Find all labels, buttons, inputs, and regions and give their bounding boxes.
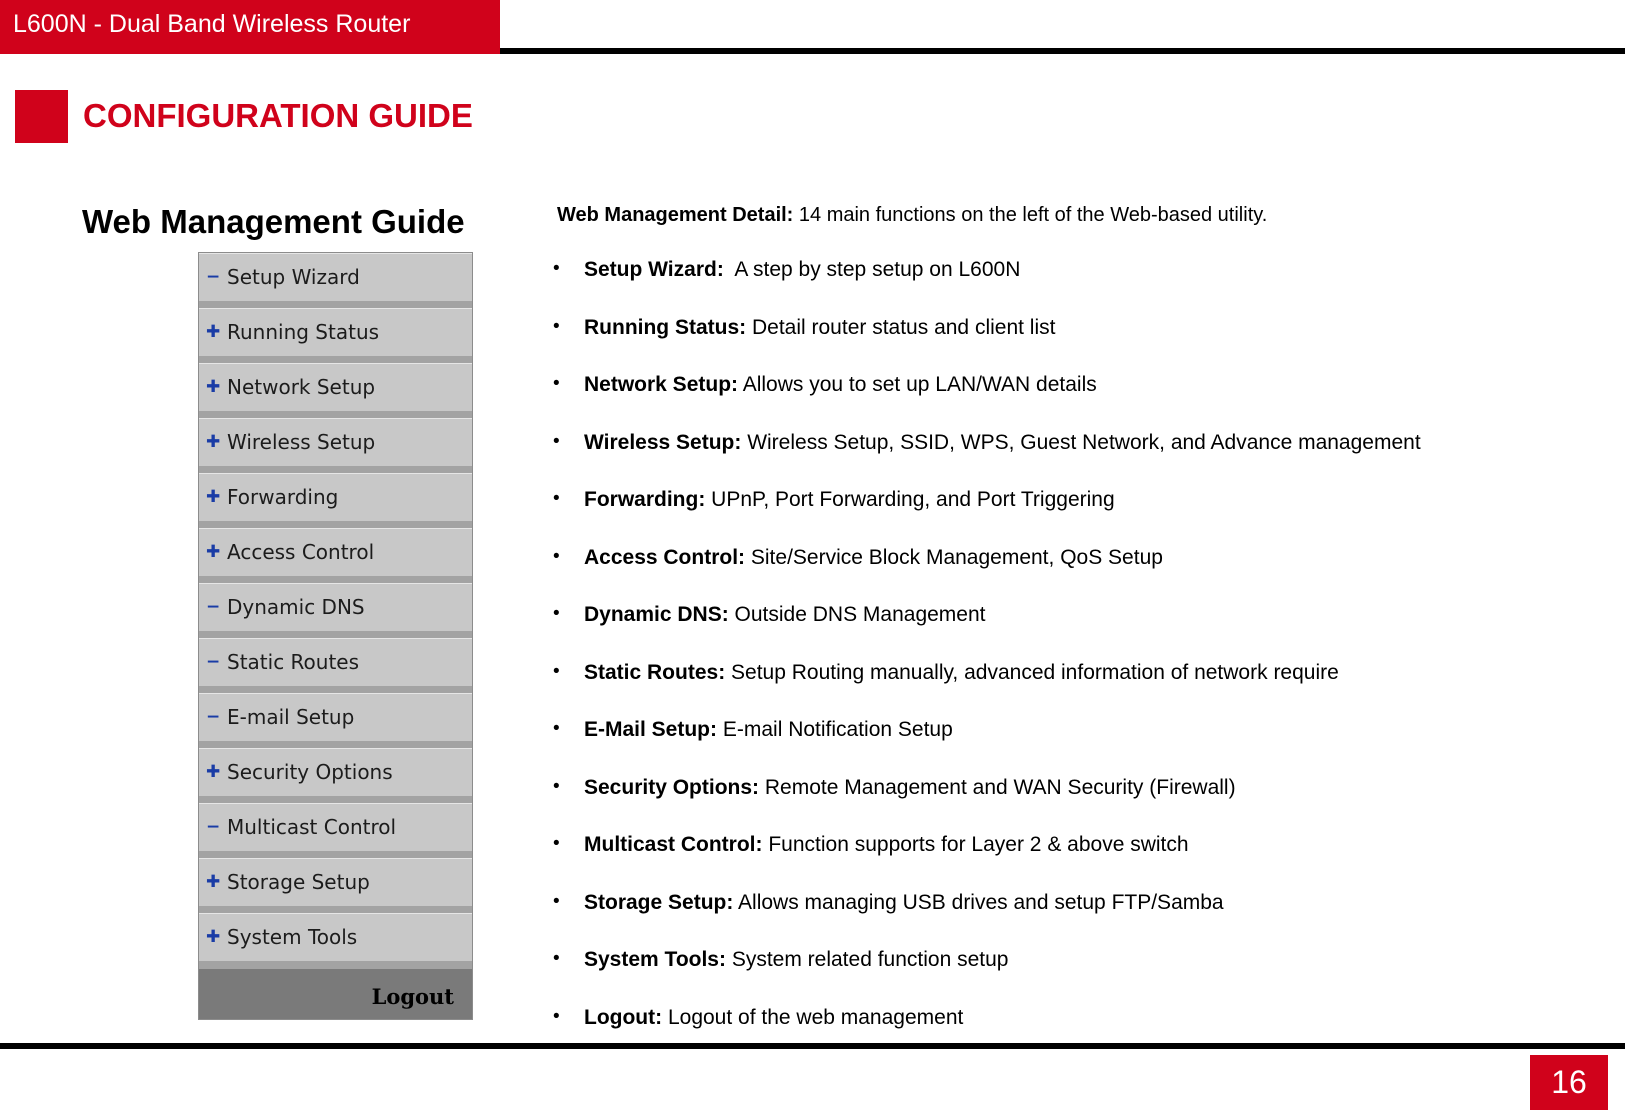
list-item [553, 373, 1421, 431]
item-term: Multicast Control: [584, 833, 763, 856]
menu-item-setup-wizard[interactable] [199, 253, 472, 301]
list-item [553, 776, 1421, 834]
item-desc: A step by step setup on L600N [723, 258, 1021, 281]
list-item [553, 258, 1421, 316]
list-item [553, 431, 1421, 489]
menu-item-label: Network Setup [227, 375, 376, 399]
guide-heading: Web Management Guide [82, 203, 465, 240]
minus-icon: − [206, 267, 221, 287]
menu-item-system-tools[interactable] [199, 913, 472, 961]
list-item [553, 1006, 1421, 1064]
minus-icon: − [206, 597, 221, 617]
bullet-icon: • [553, 890, 560, 912]
detail-intro-label: Web Management Detail: [557, 204, 794, 226]
list-item [553, 718, 1421, 776]
menu-item-dynamic-dns[interactable] [199, 583, 472, 631]
section-marker [15, 90, 68, 143]
item-desc: Wireless Setup, SSID, WPS, Guest Network, and Advance management [741, 430, 1421, 454]
item-term: Logout: [584, 1005, 663, 1029]
menu-item-label: Dynamic DNS [227, 595, 365, 619]
item-desc: Site/Service Block Management, QoS Setup [745, 545, 1163, 569]
menu-item-label: Storage Setup [227, 870, 370, 894]
plus-icon: ✚ [206, 542, 221, 562]
item-desc: Allows you to set up LAN/WAN details [738, 373, 1097, 396]
list-item [553, 488, 1421, 546]
detail-intro-text: 14 main functions on the left of the Web-based utility. [793, 204, 1268, 226]
menu-item-wireless-setup[interactable] [199, 418, 472, 466]
menu-item-label: System Tools [227, 925, 358, 949]
bullet-icon: • [553, 833, 560, 854]
menu-item-label: Wireless Setup [227, 430, 376, 454]
item-term: Forwarding: [584, 488, 706, 511]
menu-item-email-setup[interactable] [199, 693, 472, 741]
plus-icon: ✚ [206, 927, 221, 947]
list-item [553, 891, 1421, 949]
item-term: Running Status: [584, 315, 747, 339]
bullet-icon: • [553, 718, 560, 739]
list-item [553, 661, 1421, 719]
menu-item-access-control[interactable] [199, 528, 472, 576]
item-term: E-Mail Setup: [584, 718, 718, 741]
menu-item-label: Running Status [227, 320, 380, 344]
plus-icon: ✚ [206, 322, 221, 342]
menu-item-label: Static Routes [227, 650, 360, 674]
list-item [553, 948, 1421, 1006]
item-term: Dynamic DNS: [584, 603, 729, 626]
header-rule [500, 48, 1625, 54]
item-term: System Tools: [584, 948, 726, 971]
section-title: CONFIGURATION GUIDE [83, 97, 473, 134]
header-title: L600N - Dual Band Wireless Router [13, 10, 411, 38]
menu-item-multicast-control[interactable] [199, 803, 472, 851]
minus-icon: − [206, 817, 221, 837]
bullet-icon: • [553, 315, 560, 337]
footer-rule [0, 1043, 1625, 1049]
item-term: Static Routes: [584, 660, 726, 684]
item-desc: Remote Management and WAN Security (Firewall) [759, 775, 1236, 799]
menu-item-label: Forwarding [227, 485, 339, 509]
detail-intro [557, 204, 1267, 227]
list-item [553, 603, 1421, 661]
list-item [553, 316, 1421, 374]
logout-link[interactable]: Logout [371, 984, 454, 1009]
bullet-icon: • [553, 373, 560, 394]
menu-item-storage-setup[interactable] [199, 858, 472, 906]
plus-icon: ✚ [206, 377, 221, 397]
item-desc: Setup Routing manually, advanced information of network require [725, 660, 1339, 684]
bullet-icon: • [553, 660, 560, 682]
item-desc: System related function setup [725, 948, 1009, 971]
menu-item-label: Multicast Control [227, 815, 397, 839]
list-item [553, 833, 1421, 891]
router-menu-panel [198, 252, 473, 1020]
item-desc: Outside DNS Management [728, 603, 986, 626]
bullet-icon: • [553, 775, 560, 797]
menu-item-label: E-mail Setup [227, 705, 355, 729]
item-term: Storage Setup: [584, 890, 734, 914]
minus-icon: − [206, 707, 221, 727]
bullet-icon: • [553, 545, 560, 567]
plus-icon: ✚ [206, 872, 221, 892]
item-desc: Allows managing USB drives and setup FTP/Samba [733, 890, 1224, 914]
bullet-icon: • [553, 1005, 560, 1027]
page-number: 16 [1530, 1055, 1608, 1110]
item-desc: UPnP, Port Forwarding, and Port Triggering [705, 488, 1115, 511]
bullet-icon: • [553, 488, 560, 509]
menu-item-forwarding[interactable] [199, 473, 472, 521]
bullet-icon: • [553, 258, 560, 279]
menu-item-label: Access Control [227, 540, 375, 564]
bullet-icon: • [553, 430, 560, 452]
item-term: Security Options: [584, 775, 760, 799]
menu-item-label: Security Options [227, 760, 393, 784]
item-term: Network Setup: [584, 373, 739, 396]
plus-icon: ✚ [206, 432, 221, 452]
plus-icon: ✚ [206, 487, 221, 507]
plus-icon: ✚ [206, 762, 221, 782]
list-item [553, 546, 1421, 604]
header-bar [0, 0, 500, 54]
logout-bar [199, 969, 472, 1019]
menu-item-network-setup[interactable] [199, 363, 472, 411]
item-term: Setup Wizard: [584, 258, 724, 281]
item-term: Wireless Setup: [584, 430, 742, 454]
bullet-icon: • [553, 603, 560, 624]
function-list [553, 258, 1421, 1063]
item-desc: Detail router status and client list [746, 315, 1056, 339]
menu-item-running-status[interactable] [199, 308, 472, 356]
menu-item-label: Setup Wizard [227, 265, 360, 289]
item-desc: E-mail Notification Setup [717, 718, 953, 741]
bullet-icon: • [553, 948, 560, 969]
item-desc: Logout of the web management [662, 1005, 964, 1029]
item-desc: Function supports for Layer 2 & above switch [762, 833, 1189, 856]
menu-item-security-options[interactable] [199, 748, 472, 796]
menu-item-static-routes[interactable] [199, 638, 472, 686]
minus-icon: − [206, 652, 221, 672]
item-term: Access Control: [584, 545, 746, 569]
